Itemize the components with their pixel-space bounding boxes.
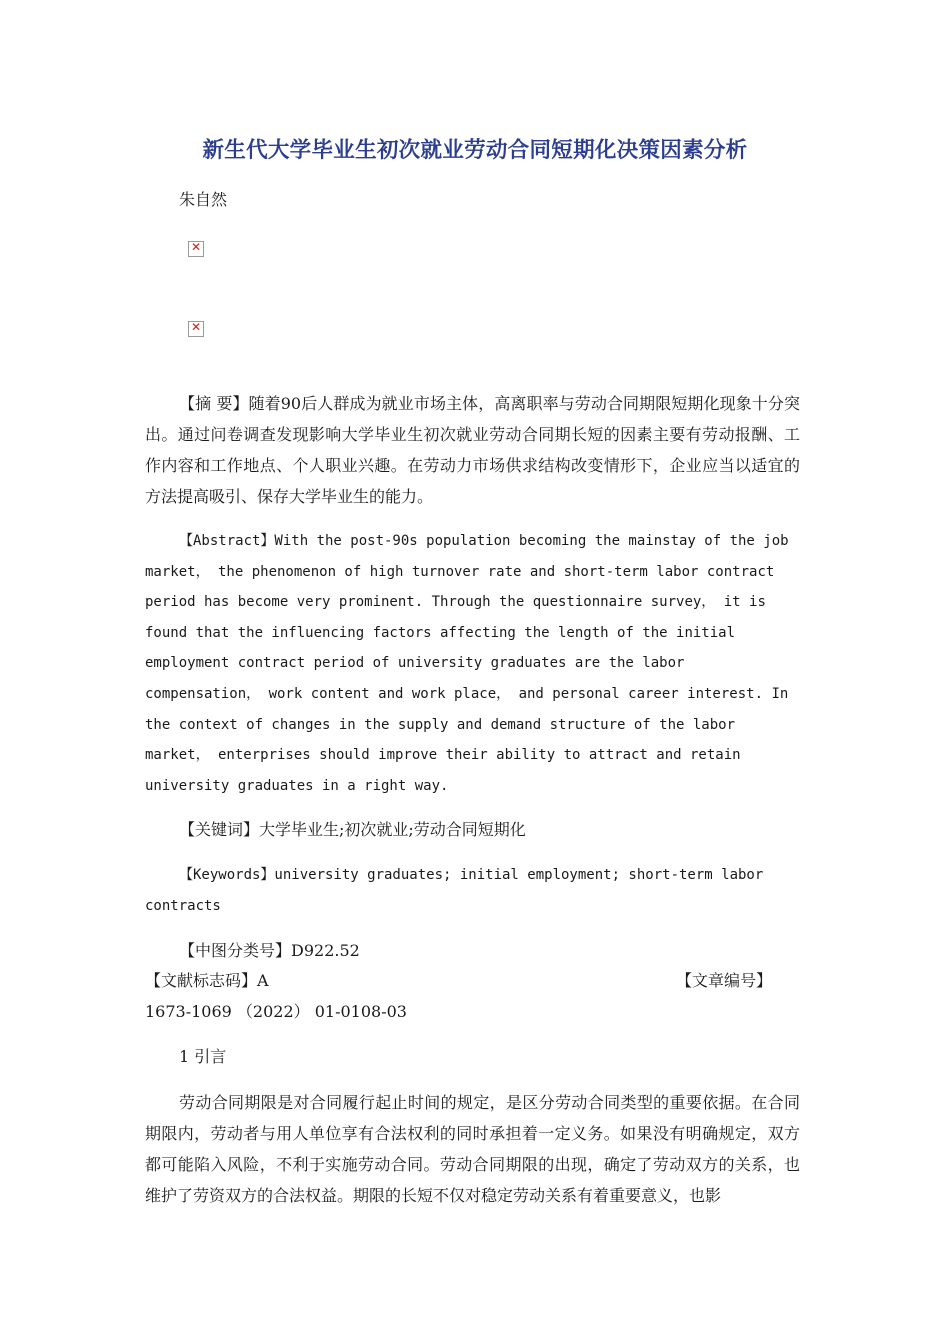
section-heading: 1 引言 <box>179 1047 227 1066</box>
broken-image-icon: ✕ <box>188 321 204 337</box>
keywords-chinese: 【关键词】大学毕业生;初次就业;劳动合同短期化 <box>179 820 526 839</box>
document-code: 【文献标志码】A <box>145 971 269 990</box>
broken-image-icon: ✕ <box>188 241 204 257</box>
author-name: 朱自然 <box>179 190 228 209</box>
paper-title: 新生代大学毕业生初次就业劳动合同短期化决策因素分析 <box>202 138 748 163</box>
article-number-label: 【文章编号】 <box>676 971 773 990</box>
abstract-chinese: 【摘 要】随着90后人群成为就业市场主体，高离职率与劳动合同期限短期化现象十分突出。通过问卷调查发现影响大学毕业生初次就业劳动合同期长短的因素主要有劳动报酬、工作内容和工作地点、个人职业兴趣。在劳动力市场供求结构改变情形下，企业应当以适宜的方法提高吸引、保存大学毕业生的能力。 <box>145 394 800 506</box>
article-number: 1673-1069 （2022） 01-0108-03 <box>145 1002 407 1021</box>
classification-number: 【中图分类号】D922.52 <box>179 941 360 960</box>
intro-paragraph: 劳动合同期限是对合同履行起止时间的规定，是区分劳动合同类型的重要依据。在合同期限内，劳动者与用人单位享有合法权利的同时承担着一定义务。如果没有明确规定，双方都可能陷入风险，不利于实施劳动合同。劳动合同期限的出现，确定了劳动双方的关系，也维护了劳资双方的合法权益。期限的长短不仅对稳定劳动关系有着重要意义，也影 <box>145 1093 800 1205</box>
abstract-english: 【Abstract】With the post-90s population becoming the mainstay of the job market， the phenomenon of high turnover rate and short-term labor contract period has become very prominent. Through the questionnaire survey， it is found that the influencing factors affecting the length of the initial employment contract period of university graduates are the labor compensation， work content and work place， and personal career interest. In the context of changes in the supply and demand structure of the labor market， enterprises should improve their ability to attract and retain university graduates in a right way. <box>145 533 789 794</box>
keywords-english: 【Keywords】university graduates; initial employment; short-term labor contracts <box>145 867 764 914</box>
